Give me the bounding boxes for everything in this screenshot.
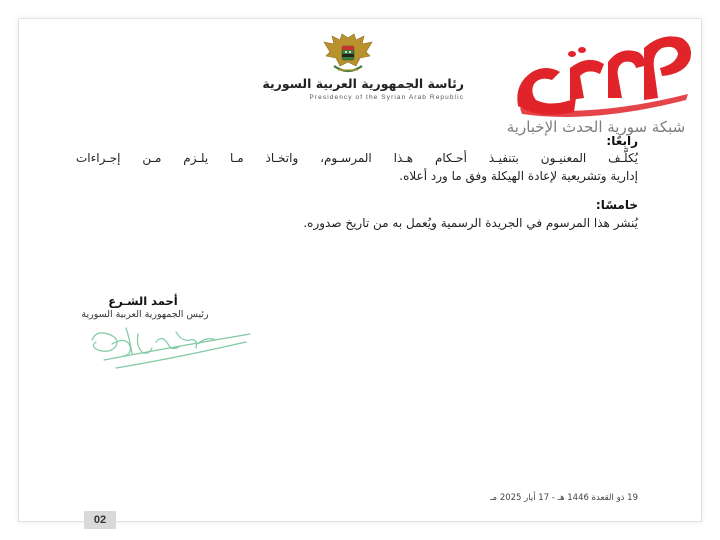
handwritten-signature-icon: [86, 320, 256, 374]
section-heading-fifth: خامسًا:: [595, 198, 638, 212]
section-fifth-line-1: يُنشر هذا المرسوم في الجريدة الرسمية ويُعمل به من تاريخ صدوره.: [303, 216, 638, 230]
section-fourth-line-2: إدارية وتشريعية لإعادة الهيكلة وفق ما ورد أعلاه.: [399, 169, 638, 183]
signatory-title: رئيس الجمهورية العربية السورية: [81, 309, 209, 320]
section-heading-fourth: رابعًا:: [606, 134, 638, 148]
network-name: شبكة سورية الحدث الإخبارية: [506, 118, 686, 136]
presidency-title-ar: رئاسة الجمهورية العربية السورية: [262, 76, 464, 91]
alhadath-logo: [512, 28, 696, 120]
section-fourth-line-1: يُكلَّـف المعنيـون بتنفيـذ أحـكام هـذا المرسـوم، واتخـاذ مـا يلـزم مـن إجـراءات: [76, 151, 638, 165]
issue-date: 19 ذو القعدة 1446 هـ - 17 أيار 2025 مـ: [490, 493, 638, 503]
page-number-badge: 02: [84, 511, 116, 529]
signatory-name: أحمد الشـرع: [108, 294, 178, 308]
presidency-title-en: Presidency of the Syrian Arab Republic: [309, 94, 464, 101]
syrian-eagle-emblem-icon: [322, 32, 374, 76]
